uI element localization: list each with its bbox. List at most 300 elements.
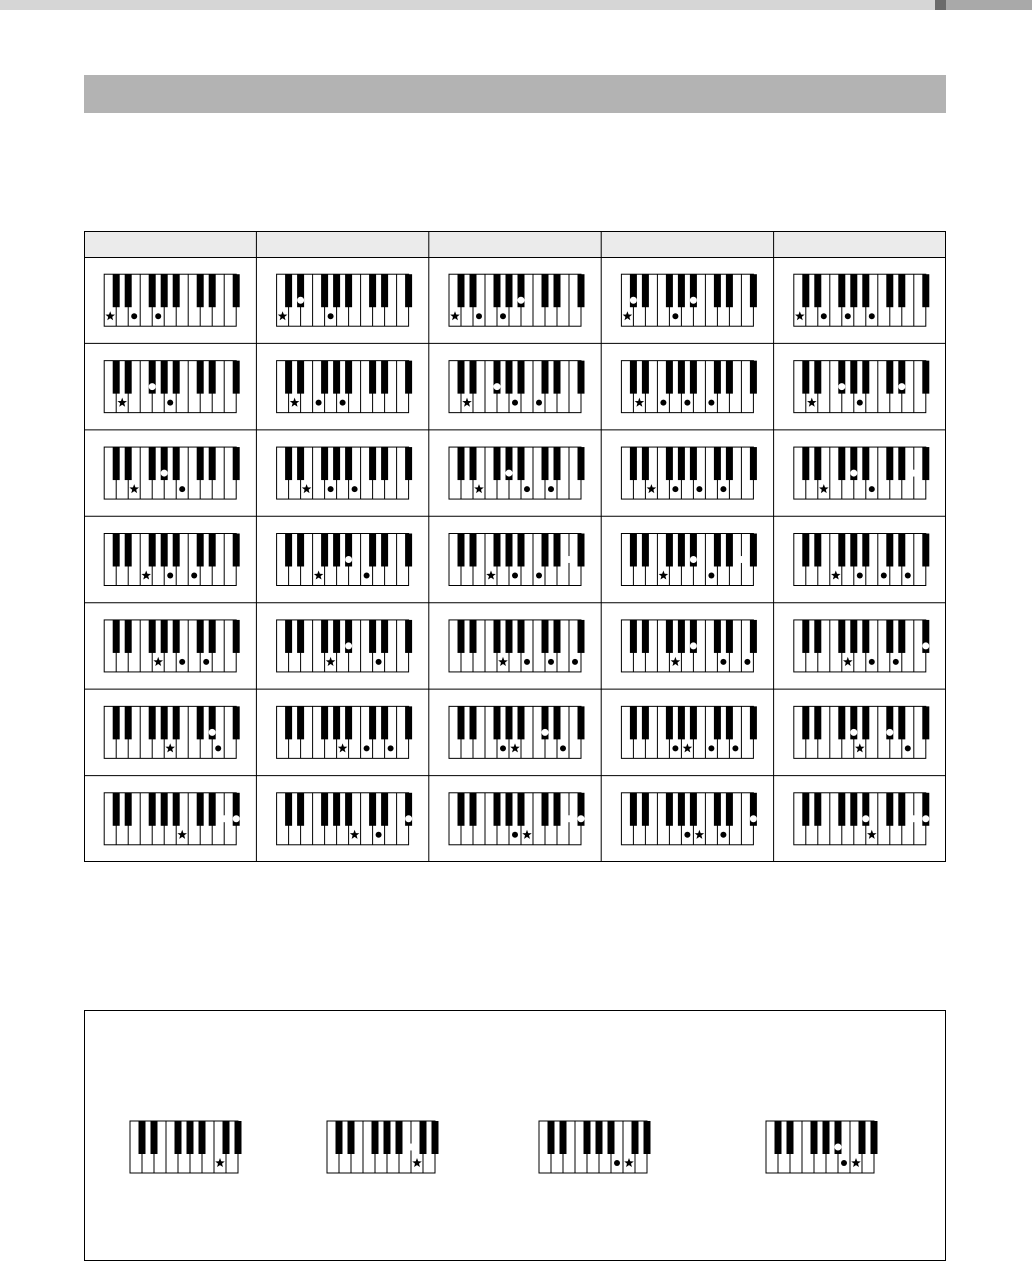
- black-key: [898, 793, 905, 826]
- keyboard-diagram: [277, 447, 413, 499]
- chord-note-dot: [841, 1160, 847, 1166]
- black-key: [458, 447, 465, 480]
- black-key: [802, 361, 809, 394]
- chord-note-dot: [500, 745, 506, 751]
- black-key: [285, 534, 292, 567]
- black-key: [209, 361, 216, 394]
- black-key: [630, 706, 637, 739]
- black-key: [750, 274, 757, 307]
- black-key: [814, 620, 821, 653]
- black-key: [197, 361, 204, 394]
- black-key: [802, 274, 809, 307]
- black-key: [578, 274, 585, 307]
- black-key: [922, 706, 929, 739]
- black-key: [333, 361, 340, 394]
- black-key: [173, 706, 180, 739]
- example-box-svg: [85, 1011, 945, 1260]
- black-key: [125, 361, 132, 394]
- chord-note-dot: [408, 1144, 414, 1150]
- black-key: [862, 447, 869, 480]
- chord-note-dot: [406, 816, 412, 822]
- black-key: [470, 447, 477, 480]
- black-key: [285, 793, 292, 826]
- black-key: [149, 793, 156, 826]
- black-key: [922, 447, 929, 480]
- keyboard-diagram: [277, 274, 413, 326]
- black-key: [518, 361, 525, 394]
- chord-note-dot: [560, 745, 566, 751]
- black-key: [584, 1121, 591, 1154]
- black-key: [197, 274, 204, 307]
- black-key: [173, 534, 180, 567]
- black-key: [209, 534, 216, 567]
- chord-note-dot: [869, 313, 875, 319]
- black-key: [678, 361, 685, 394]
- black-key: [470, 793, 477, 826]
- black-key: [458, 793, 465, 826]
- black-key: [886, 793, 893, 826]
- black-key: [333, 447, 340, 480]
- chord-note-dot: [720, 659, 726, 665]
- chord-note-dot: [684, 832, 690, 838]
- black-key: [898, 274, 905, 307]
- chord-note-dot: [376, 659, 382, 665]
- black-key: [802, 447, 809, 480]
- black-key: [333, 274, 340, 307]
- black-key: [838, 274, 845, 307]
- chord-note-dot: [905, 745, 911, 751]
- black-key: [470, 361, 477, 394]
- black-key: [630, 534, 637, 567]
- black-key: [458, 706, 465, 739]
- black-key: [113, 793, 120, 826]
- keyboard-diagram: [449, 447, 585, 499]
- black-key: [369, 706, 376, 739]
- keyboard-diagram: [277, 793, 413, 845]
- black-key: [862, 620, 869, 653]
- black-key: [470, 620, 477, 653]
- black-key: [596, 1121, 603, 1154]
- black-key: [285, 361, 292, 394]
- black-key: [197, 706, 204, 739]
- keyboard-frame: [104, 620, 236, 672]
- black-key: [823, 1121, 830, 1154]
- black-key: [838, 447, 845, 480]
- black-key: [802, 793, 809, 826]
- black-key: [678, 706, 685, 739]
- black-key: [494, 706, 501, 739]
- black-key: [666, 706, 673, 739]
- black-key: [381, 793, 388, 826]
- chord-note-dot: [542, 729, 548, 735]
- black-key: [235, 1121, 242, 1154]
- black-key: [814, 706, 821, 739]
- chord-note-dot: [923, 816, 929, 822]
- black-key: [458, 274, 465, 307]
- black-key: [113, 534, 120, 567]
- keyboard-diagram: [449, 534, 585, 586]
- chord-note-dot: [738, 557, 744, 563]
- chord-note-dot: [696, 486, 702, 492]
- chord-note-dot: [893, 659, 899, 665]
- chord-note-dot: [690, 643, 696, 649]
- black-key: [369, 793, 376, 826]
- black-key: [321, 447, 328, 480]
- black-key: [209, 793, 216, 826]
- keyboard-diagram: [449, 620, 585, 672]
- black-key: [642, 793, 649, 826]
- black-key: [233, 534, 240, 567]
- black-key: [233, 447, 240, 480]
- black-key: [369, 620, 376, 653]
- black-key: [345, 274, 352, 307]
- black-key: [554, 361, 561, 394]
- keyboard-diagram: [794, 534, 930, 586]
- chord-note-dot: [835, 1144, 841, 1150]
- chord-note-dot: [851, 470, 857, 476]
- chord-note-dot: [364, 745, 370, 751]
- black-key: [750, 361, 757, 394]
- chord-note-dot: [364, 573, 370, 579]
- black-key: [578, 361, 585, 394]
- black-key: [838, 534, 845, 567]
- black-key: [714, 534, 721, 567]
- chord-note-dot: [750, 816, 756, 822]
- black-key: [381, 620, 388, 653]
- black-key: [850, 620, 857, 653]
- keyboard-diagram: [766, 1121, 878, 1173]
- keyboard-diagram: [621, 361, 757, 413]
- chord-note-dot: [215, 745, 221, 751]
- black-key: [886, 620, 893, 653]
- keyboard-frame: [277, 793, 409, 845]
- black-key: [321, 620, 328, 653]
- black-key: [369, 274, 376, 307]
- black-key: [125, 793, 132, 826]
- chord-note-dot: [191, 573, 197, 579]
- black-key: [678, 620, 685, 653]
- chord-note-dot: [476, 313, 482, 319]
- keyboard-diagram: [104, 706, 240, 758]
- black-key: [345, 706, 352, 739]
- black-key: [113, 361, 120, 394]
- chord-note-dot: [578, 816, 584, 822]
- chord-note-dot: [614, 1160, 620, 1166]
- black-key: [420, 1121, 427, 1154]
- chord-note-dot: [179, 659, 185, 665]
- black-key: [173, 361, 180, 394]
- black-key: [151, 1121, 158, 1154]
- black-key: [666, 361, 673, 394]
- keyboard-diagram: [449, 706, 585, 758]
- black-key: [542, 793, 549, 826]
- black-key: [372, 1121, 379, 1154]
- chord-note-dot: [851, 729, 857, 735]
- black-key: [814, 447, 821, 480]
- black-key: [209, 620, 216, 653]
- black-key: [850, 361, 857, 394]
- chord-note-dot: [512, 400, 518, 406]
- black-key: [518, 706, 525, 739]
- black-key: [690, 447, 697, 480]
- example-box: [84, 1010, 946, 1261]
- black-key: [678, 447, 685, 480]
- black-key: [405, 706, 412, 739]
- black-key: [644, 1121, 651, 1154]
- black-key: [554, 793, 561, 826]
- keyboard-diagram: [621, 447, 757, 499]
- chord-note-dot: [572, 659, 578, 665]
- section-title-bar: [84, 75, 946, 113]
- black-key: [197, 620, 204, 653]
- keyboard-diagram: [794, 793, 930, 845]
- black-key: [726, 793, 733, 826]
- black-key: [554, 534, 561, 567]
- keyboard-frame: [621, 620, 753, 672]
- chord-note-dot: [911, 816, 917, 822]
- chord-fingering-table: [84, 231, 946, 862]
- black-key: [161, 706, 168, 739]
- top-edge-strip: [0, 0, 935, 10]
- black-key: [209, 274, 216, 307]
- chord-note-dot: [708, 745, 714, 751]
- black-key: [405, 620, 412, 653]
- chord-note-dot: [340, 400, 346, 406]
- chord-note-dot: [720, 486, 726, 492]
- chord-note-dot: [494, 384, 500, 390]
- black-key: [345, 447, 352, 480]
- black-key: [542, 361, 549, 394]
- black-key: [149, 274, 156, 307]
- black-key: [542, 274, 549, 307]
- black-key: [862, 534, 869, 567]
- chord-note-dot: [376, 832, 382, 838]
- black-key: [197, 793, 204, 826]
- black-key: [714, 620, 721, 653]
- keyboard-diagram: [449, 361, 585, 413]
- chord-table-svg: [84, 231, 946, 862]
- black-key: [678, 793, 685, 826]
- black-key: [161, 620, 168, 653]
- chord-note-dot: [328, 313, 334, 319]
- chord-note-dot: [203, 659, 209, 665]
- black-key: [405, 274, 412, 307]
- keyboard-diagram: [104, 447, 240, 499]
- black-key: [714, 793, 721, 826]
- keyboard-diagram: [449, 793, 585, 845]
- keyboard-diagram: [794, 361, 930, 413]
- chord-note-dot: [167, 400, 173, 406]
- keyboard-diagram: [277, 620, 413, 672]
- black-key: [666, 534, 673, 567]
- black-key: [197, 447, 204, 480]
- black-key: [297, 793, 304, 826]
- chord-note-dot: [744, 659, 750, 665]
- black-key: [405, 447, 412, 480]
- keyboard-diagram: [621, 706, 757, 758]
- black-key: [862, 274, 869, 307]
- black-key: [209, 447, 216, 480]
- black-key: [859, 1121, 866, 1154]
- keyboard-diagram: [621, 274, 757, 326]
- black-key: [233, 706, 240, 739]
- black-key: [173, 620, 180, 653]
- black-key: [405, 361, 412, 394]
- chord-note-dot: [506, 470, 512, 476]
- keyboard-diagram: [104, 534, 240, 586]
- chord-note-dot: [839, 384, 845, 390]
- black-key: [336, 1121, 343, 1154]
- black-key: [506, 620, 513, 653]
- chord-note-dot: [298, 297, 304, 303]
- chord-note-dot: [346, 557, 352, 563]
- black-key: [542, 447, 549, 480]
- black-key: [333, 534, 340, 567]
- keyboard-frame: [449, 274, 581, 326]
- black-key: [470, 706, 477, 739]
- keyboard-frame: [104, 793, 236, 845]
- black-key: [518, 620, 525, 653]
- keyboard-frame: [449, 447, 581, 499]
- black-key: [886, 274, 893, 307]
- keyboard-diagram: [277, 361, 413, 413]
- black-key: [922, 274, 929, 307]
- chord-note-dot: [684, 400, 690, 406]
- black-key: [297, 361, 304, 394]
- keyboard-frame: [277, 620, 409, 672]
- black-key: [750, 620, 757, 653]
- black-key: [750, 534, 757, 567]
- black-key: [149, 534, 156, 567]
- chord-note-dot: [500, 313, 506, 319]
- chord-note-dot: [869, 486, 875, 492]
- black-key: [850, 793, 857, 826]
- chord-note-dot: [887, 729, 893, 735]
- keyboard-diagram: [621, 793, 757, 845]
- chord-note-dot: [524, 659, 530, 665]
- black-key: [578, 447, 585, 480]
- chord-note-dot: [845, 313, 851, 319]
- black-key: [726, 447, 733, 480]
- black-key: [199, 1121, 206, 1154]
- black-key: [578, 706, 585, 739]
- black-key: [608, 1121, 615, 1154]
- chord-note-dot: [690, 557, 696, 563]
- black-key: [630, 361, 637, 394]
- chord-note-dot: [672, 486, 678, 492]
- black-key: [384, 1121, 391, 1154]
- black-key: [750, 706, 757, 739]
- keyboard-diagram: [130, 1121, 242, 1173]
- black-key: [814, 274, 821, 307]
- chord-note-dot: [660, 400, 666, 406]
- chord-note-dot: [899, 384, 905, 390]
- black-key: [297, 706, 304, 739]
- black-key: [321, 793, 328, 826]
- chord-note-dot: [328, 486, 334, 492]
- black-key: [838, 706, 845, 739]
- black-key: [802, 706, 809, 739]
- black-key: [630, 447, 637, 480]
- black-key: [494, 447, 501, 480]
- black-key: [381, 361, 388, 394]
- chord-note-dot: [131, 313, 137, 319]
- chord-note-dot: [346, 643, 352, 649]
- black-key: [642, 447, 649, 480]
- black-key: [750, 447, 757, 480]
- black-key: [161, 534, 168, 567]
- black-key: [714, 274, 721, 307]
- black-key: [787, 1121, 794, 1154]
- chord-note-dot: [708, 573, 714, 579]
- keyboard-frame: [794, 793, 926, 845]
- black-key: [714, 361, 721, 394]
- chord-note-dot: [209, 729, 215, 735]
- black-key: [125, 706, 132, 739]
- black-key: [690, 361, 697, 394]
- chord-note-dot: [512, 832, 518, 838]
- black-key: [321, 706, 328, 739]
- chord-note-dot: [161, 470, 167, 476]
- black-key: [470, 274, 477, 307]
- black-key: [726, 274, 733, 307]
- black-key: [494, 534, 501, 567]
- black-key: [125, 447, 132, 480]
- black-key: [560, 1121, 567, 1154]
- black-key: [886, 447, 893, 480]
- chord-note-dot: [923, 643, 929, 649]
- keyboard-diagram: [327, 1121, 439, 1173]
- black-key: [578, 534, 585, 567]
- black-key: [381, 534, 388, 567]
- black-key: [470, 534, 477, 567]
- top-edge-strip-right: [946, 0, 1032, 10]
- black-key: [726, 361, 733, 394]
- chord-note-dot: [857, 400, 863, 406]
- chord-note-dot: [708, 400, 714, 406]
- black-key: [125, 274, 132, 307]
- keyboard-frame: [277, 447, 409, 499]
- chord-note-dot: [524, 486, 530, 492]
- black-key: [506, 706, 513, 739]
- black-key: [113, 447, 120, 480]
- black-key: [321, 534, 328, 567]
- keyboard-frame: [621, 447, 753, 499]
- black-key: [690, 793, 697, 826]
- black-key: [642, 620, 649, 653]
- black-key: [542, 620, 549, 653]
- black-key: [678, 534, 685, 567]
- black-key: [726, 620, 733, 653]
- black-key: [285, 447, 292, 480]
- black-key: [642, 361, 649, 394]
- black-key: [542, 534, 549, 567]
- black-key: [125, 620, 132, 653]
- black-key: [173, 274, 180, 307]
- black-key: [630, 793, 637, 826]
- black-key: [173, 793, 180, 826]
- chord-note-dot: [149, 384, 155, 390]
- black-key: [381, 706, 388, 739]
- black-key: [494, 620, 501, 653]
- black-key: [396, 1121, 403, 1154]
- black-key: [233, 361, 240, 394]
- chord-note-dot: [179, 486, 185, 492]
- black-key: [458, 620, 465, 653]
- black-key: [850, 274, 857, 307]
- black-key: [811, 1121, 818, 1154]
- black-key: [333, 620, 340, 653]
